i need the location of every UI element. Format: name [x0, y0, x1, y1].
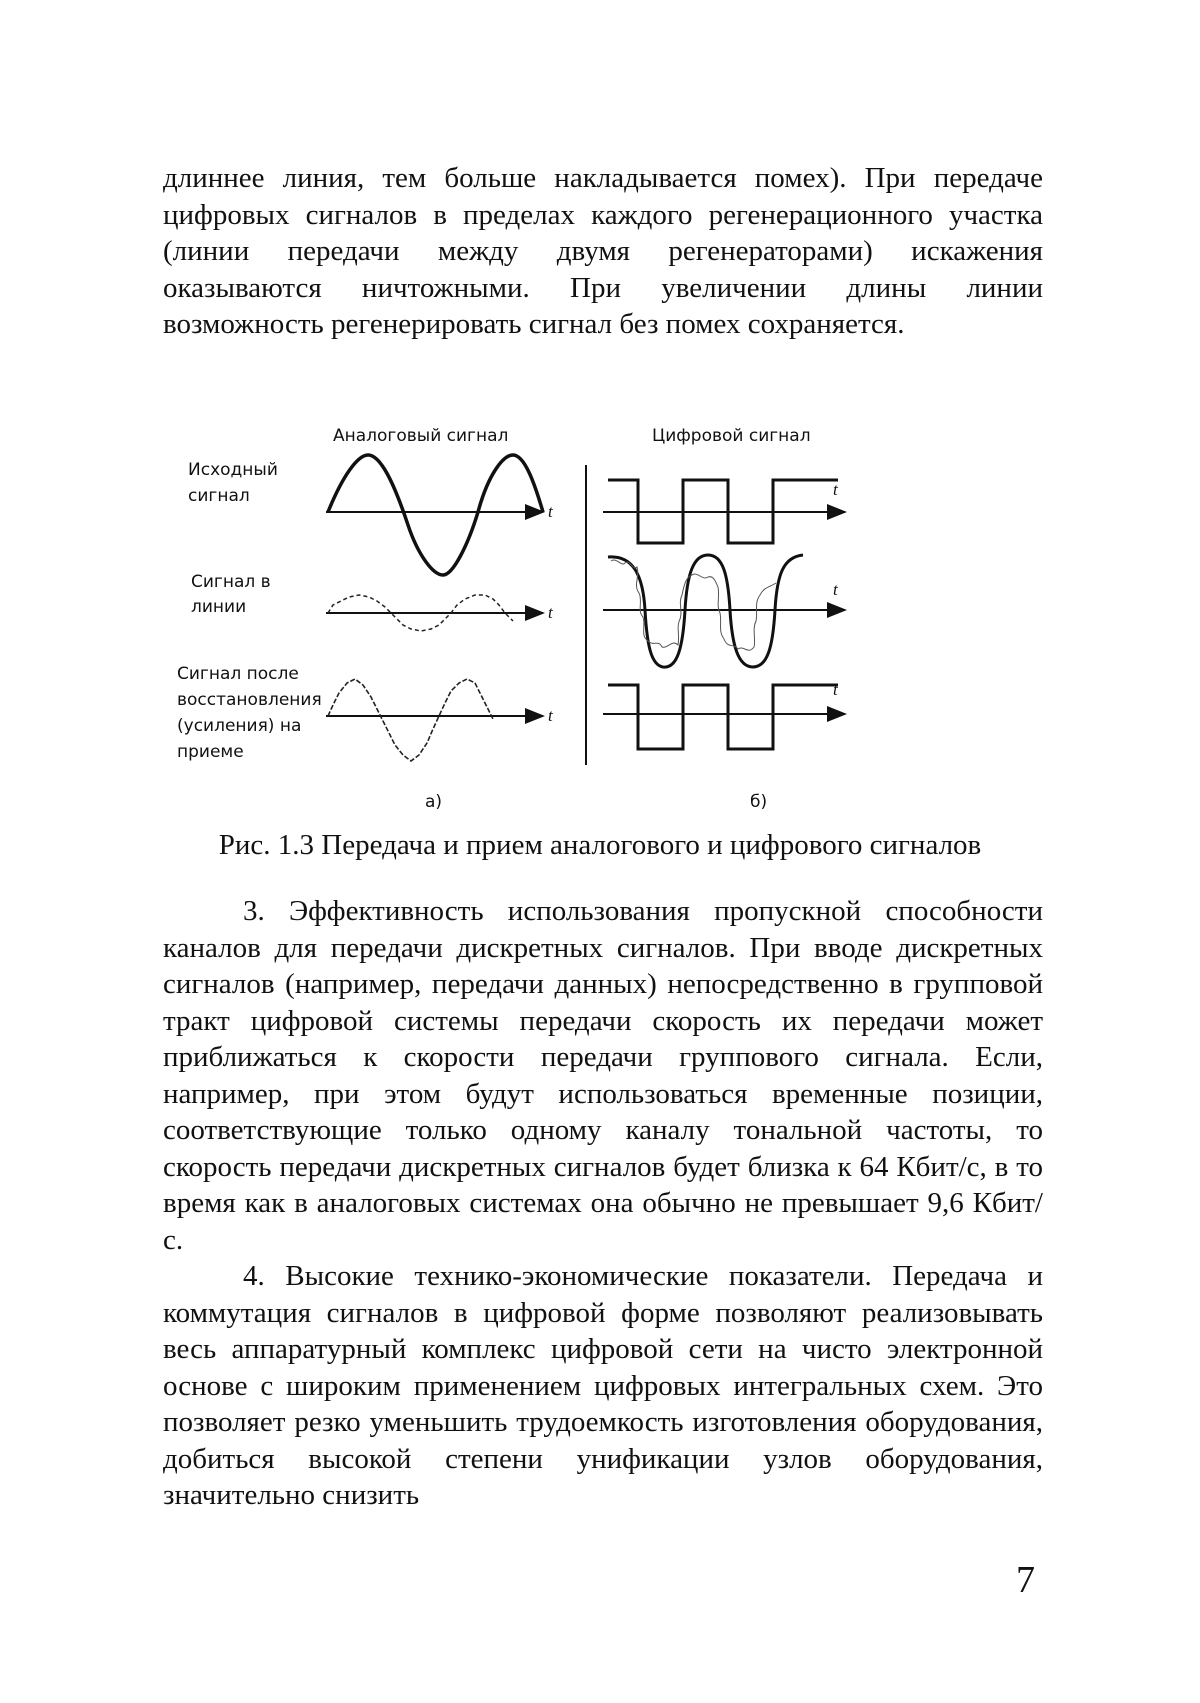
- document-page: [0, 0, 1200, 1703]
- analog-axis-3-label: t: [548, 706, 554, 725]
- row1-label-line1: Исходный: [188, 460, 278, 480]
- row3-label-line1: Сигнал после: [177, 664, 299, 684]
- signal-diagram: [163, 415, 1043, 815]
- top-paragraph: длиннее линия, тем больше накладывается помех). При передаче цифровых сигналов в пределах каждого регенерационного участка (линии передачи между двумя регенераторами) искажения оказываются ничтожными. При увеличении длины линии возможность регенерировать сигнал без помех сохраняется.: [163, 160, 1043, 343]
- row2-label-line2: линии: [191, 597, 246, 617]
- paragraph-3: 3. Эффективность использования пропускной способности каналов для передачи дискретных сигналов. При вводе дискретных сигналов (например, передачи данных) непосредственно в групповой тракт цифровой системы передачи скорость их передачи может приближаться к скорости передачи группового сигнала. Если, например, при этом будут использоваться временные позиции, соответствующие только одному каналу тональной частоты, то скорость передачи дискретных сигналов будет близка к 64 Кбит/с, в то время как в аналоговых системах она обычно не превышает 9,6 Кбит/с.: [163, 893, 1043, 1258]
- row2-label-line1: Сигнал в: [191, 572, 271, 592]
- row1-label-line2: сигнал: [188, 486, 250, 506]
- digital-title: Цифровой сигнал: [652, 426, 811, 446]
- paragraph-4: 4. Высокие технико-экономические показатели. Передача и коммутация сигналов в цифровой форме позволяют реализовывать весь аппаратурный комплекс цифровой сети на чисто электронной основе с широким применением цифровых интегральных схем. Это позволяет резко уменьшить трудоемкость изготовления оборудования, добиться высокой степени унификации узлов оборудования, значительно снизить: [163, 1258, 1043, 1514]
- digital-axis-3-label: t: [833, 680, 839, 699]
- analog-title: Аналоговый сигнал: [333, 426, 508, 446]
- digital-axis-1-label: t: [833, 480, 839, 499]
- row3-label-line2: восстановления: [177, 690, 322, 710]
- sub-label-a: а): [425, 792, 442, 812]
- analog-axis-2-label: t: [548, 603, 554, 622]
- analog-axis-1-label: t: [548, 502, 554, 521]
- analog-original-signal: [328, 455, 543, 575]
- body-text: [163, 893, 1043, 1514]
- figure-1-3: [163, 415, 1043, 815]
- row3-label-line3: (усиления) на: [177, 716, 301, 736]
- analog-restored-signal: [328, 679, 493, 761]
- top-text: [163, 160, 1043, 343]
- sub-label-b: б): [750, 792, 767, 812]
- figure-caption: Рис. 1.3 Передача и прием аналогового и цифрового сигналов: [0, 829, 1200, 862]
- digital-restored-signal: [608, 685, 838, 749]
- page-number: 7: [1016, 1558, 1035, 1602]
- row3-label-line4: приеме: [177, 742, 244, 762]
- digital-axis-2-label: t: [833, 580, 839, 599]
